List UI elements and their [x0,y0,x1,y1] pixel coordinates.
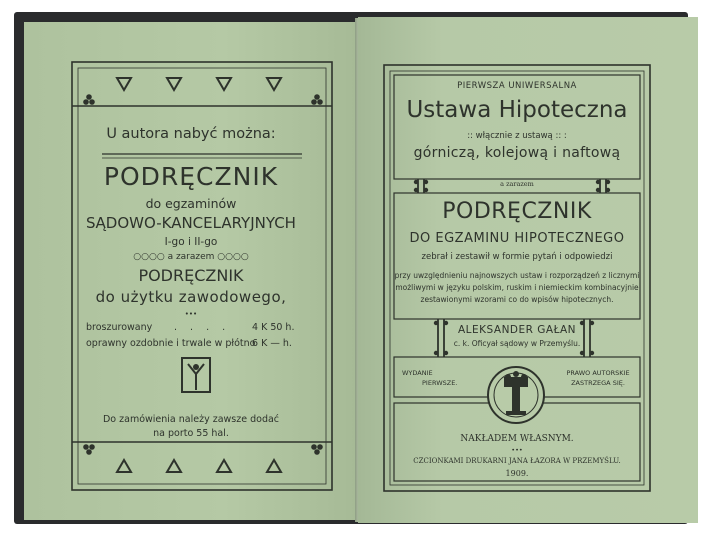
series-label: PIERWSZA UNIWERSALNA [457,81,577,91]
year-text: 1909. [505,469,529,478]
printer-text: CZCIONKAMI DRUKARNI JANA ŁAZORA W PRZEMYŚLU. [413,457,621,465]
subtitle-line: górniczą, kolejową i naftową [413,145,621,161]
order-note: Do zamówienia należy zawsze dodać [102,414,280,425]
ornament-tree-icon [488,367,544,423]
subtitle-line: do użytku zawodowego, [95,288,287,306]
subtitle-line: SĄDOWO-KANCELARYJNYCH [86,214,296,232]
rights-label: PRAWO AUTORSKIE [566,369,630,377]
author-name: ALEKSANDER GAŁAN [457,324,577,336]
author-title: c. k. Oficyał sądowy w Przemyślu. [453,339,581,348]
intro-text: U autora nabyć można: [106,126,276,142]
book-title: PODRĘCZNIK [442,199,592,224]
triangle-icon [217,78,231,90]
book-subtitle: DO EGZAMINU HIPOTECZNEGO [409,231,625,246]
description-line: zestawionymi wzorami co do wpisów hipotecznych. [420,295,614,304]
description-line: przy uwzględnieniu najnowszych ustaw i rozporządzeń z licznymi [394,271,640,280]
dots-separator: ••• [511,446,523,454]
dots-separator: ••• [184,310,198,318]
triangle-icon [117,460,131,472]
subtitle-line: do egzaminów [145,196,237,211]
subtitle-line: :: włącznie z ustawą :: : [467,131,567,141]
price-value: 6 K — h. [252,338,292,349]
triangle-icon [167,460,181,472]
triangle-icon [167,78,181,90]
triangle-icon [267,460,281,472]
right-page [358,17,698,523]
subtitle-line: I-go i II-go [164,236,218,248]
price-leader: . . . . [174,322,231,333]
price-label: oprawny ozdobnie i trwale w płótno [86,338,256,349]
triangle-icon [117,78,131,90]
ornament-monogram-icon [182,358,210,392]
rights-label: ZASTRZEGA SIĘ. [571,379,625,387]
connector-text: a zarazem [500,180,534,188]
description-line: możliwymi w języku polskim, ruskim i niemieckim kombinacyjnie [395,283,639,292]
book-title: PODRĘCZNIK [103,162,279,191]
left-page [24,22,358,520]
separator-line: ○○○○ a zarazem ○○○○ [133,252,249,262]
main-title: Ustawa Hipoteczna [406,97,628,123]
price-value: 4 K 50 h. [252,322,295,333]
compiled-note: zebrał i zestawił w formie pytań i odpowiedzi [421,252,613,262]
book-title-2: PODRĘCZNIK [138,266,244,285]
order-note: na porto 55 hal. [153,428,229,439]
edition-label: WYDANIE [402,369,433,377]
price-label: broszurowany [86,322,153,333]
publisher-text: NAKŁADEM WŁASNYM. [460,434,574,444]
triangle-icon [217,460,231,472]
edition-label: PIERWSZE. [422,379,458,387]
triangle-icon [267,78,281,90]
